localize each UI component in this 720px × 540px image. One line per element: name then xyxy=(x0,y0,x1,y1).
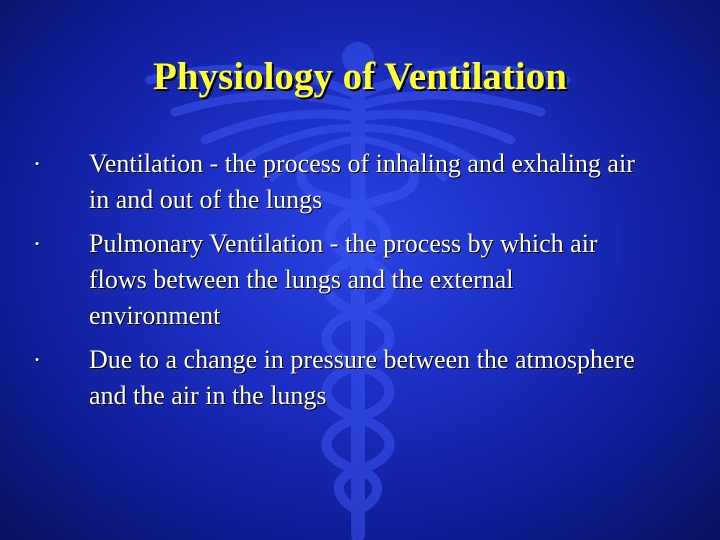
bullet-text: Due to a change in pressure between the atmosphere and the air in the lungs xyxy=(89,345,635,410)
bullet-list xyxy=(0,146,720,422)
bullet-text: Ventilation - the process of inhaling and exhaling air in and out of the lungs xyxy=(89,149,635,214)
bullet-item xyxy=(0,146,720,218)
bullet-text: Pulmonary Ventilation - the process by which air flows between the lungs and the external environment xyxy=(89,229,598,330)
bullet-marker: • xyxy=(34,236,40,251)
slide-title: Physiology of Ventilation xyxy=(153,55,567,98)
bullet-marker: • xyxy=(34,352,40,367)
bullet-item xyxy=(0,226,720,334)
bullet-item xyxy=(0,342,720,414)
bullet-marker: • xyxy=(34,156,40,171)
